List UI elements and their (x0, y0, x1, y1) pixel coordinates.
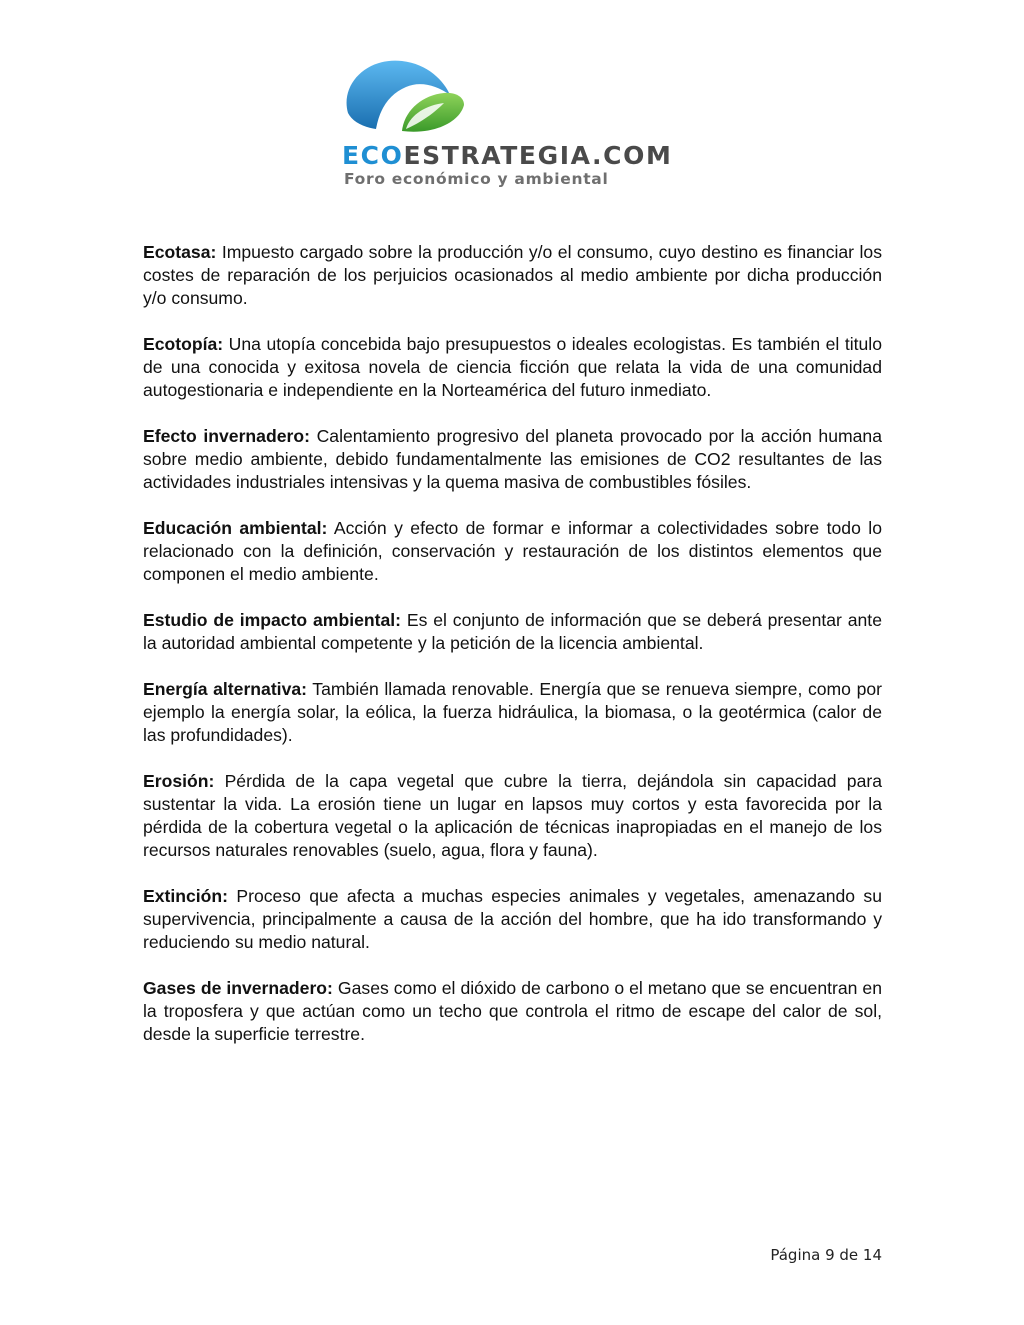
entry-definition: Gases como el dióxido de carbono o el metano que se encuentran en la troposfera y que actúan como un techo que controla el ritmo de escape del calor de sol, desde la superficie terrestre. (143, 978, 883, 1044)
glossary-content (143, 241, 882, 1069)
page-number: Página 9 de 14 (770, 1246, 882, 1264)
logo-mark-icon (340, 55, 470, 139)
entry-term: Gases de invernadero: (143, 978, 333, 998)
logo-brand (342, 141, 672, 170)
entry-definition: Impuesto cargado sobre la producción y/o el consumo, cuyo destino es financiar los costes de reparación de los perjuicios ocasionados al medio ambiente por dicha producción y/o consumo. (143, 242, 882, 308)
entry-term: Ecotasa: (143, 242, 217, 262)
entry-definition: También llamada renovable. Energía que se renueva siempre, como por ejemplo la energía solar, la eólica, la fuerza hidráulica, la biomasa, o la geotérmica (calor de las profundidades). (143, 679, 882, 745)
logo-tagline: Foro económico y ambiental (344, 170, 609, 188)
glossary-entry (143, 241, 882, 310)
glossary-entry (143, 678, 882, 747)
entry-definition: Acción y efecto de formar e informar a colectividades sobre todo lo relacionado con la definición, conservación y restauración de los distintos elementos que componen el medio ambiente. (143, 518, 882, 584)
entry-definition: Una utopía concebida bajo presupuestos o ideales ecologistas. Es también el titulo de una conocida y exitosa novela de ciencia ficción que relata la vida de una comunidad autogestionaria e independiente en la Norteamérica del futuro inmediato. (143, 334, 882, 400)
entry-definition: Es el conjunto de información que se deberá presentar ante la autoridad ambiental competente y la petición de la licencia ambiental. (143, 610, 882, 653)
entry-definition: Proceso que afecta a muchas especies animales y vegetales, amenazando su supervivencia, principalmente a causa de la acción del hombre, que ha ido transformando y reduciendo su medio natural. (143, 886, 882, 952)
glossary-entry (143, 517, 882, 586)
entry-term: Extinción: (143, 886, 229, 906)
glossary-entry (143, 425, 882, 494)
entry-definition: Pérdida de la capa vegetal que cubre la tierra, dejándola sin capacidad para sustentar la vida. La erosión tiene un lugar en lapsos muy cortos y esta favorecida por la pérdida de la cobertura vegetal o la aplicación de técnicas inapropiadas en el manejo de los recursos naturales renovables (suelo, agua, flora y fauna). (143, 771, 883, 860)
entry-term: Energía alternativa: (143, 679, 308, 699)
entry-definition: Calentamiento progresivo del planeta provocado por la acción humana sobre medio ambiente, debido fundamentalmente las emisiones de CO2 resultantes de las actividades industriales intensivas y la quema masiva de combustibles fósiles. (143, 426, 882, 492)
logo-brand-rest: ESTRATEGIA.COM (403, 141, 673, 170)
entry-term: Ecotopía: (143, 334, 224, 354)
entry-term: Educación ambiental: (143, 518, 328, 538)
glossary-entry (143, 885, 882, 954)
entry-term: Erosión: (143, 771, 215, 791)
glossary-entry (143, 333, 882, 402)
entry-term: Efecto invernadero: (143, 426, 310, 446)
ecoestrategia-logo (338, 55, 673, 195)
glossary-entry (143, 609, 882, 655)
glossary-entry (143, 977, 882, 1046)
logo-brand-eco: ECO (342, 141, 404, 170)
entry-term: Estudio de impacto ambiental: (143, 610, 402, 630)
glossary-entry (143, 770, 882, 862)
